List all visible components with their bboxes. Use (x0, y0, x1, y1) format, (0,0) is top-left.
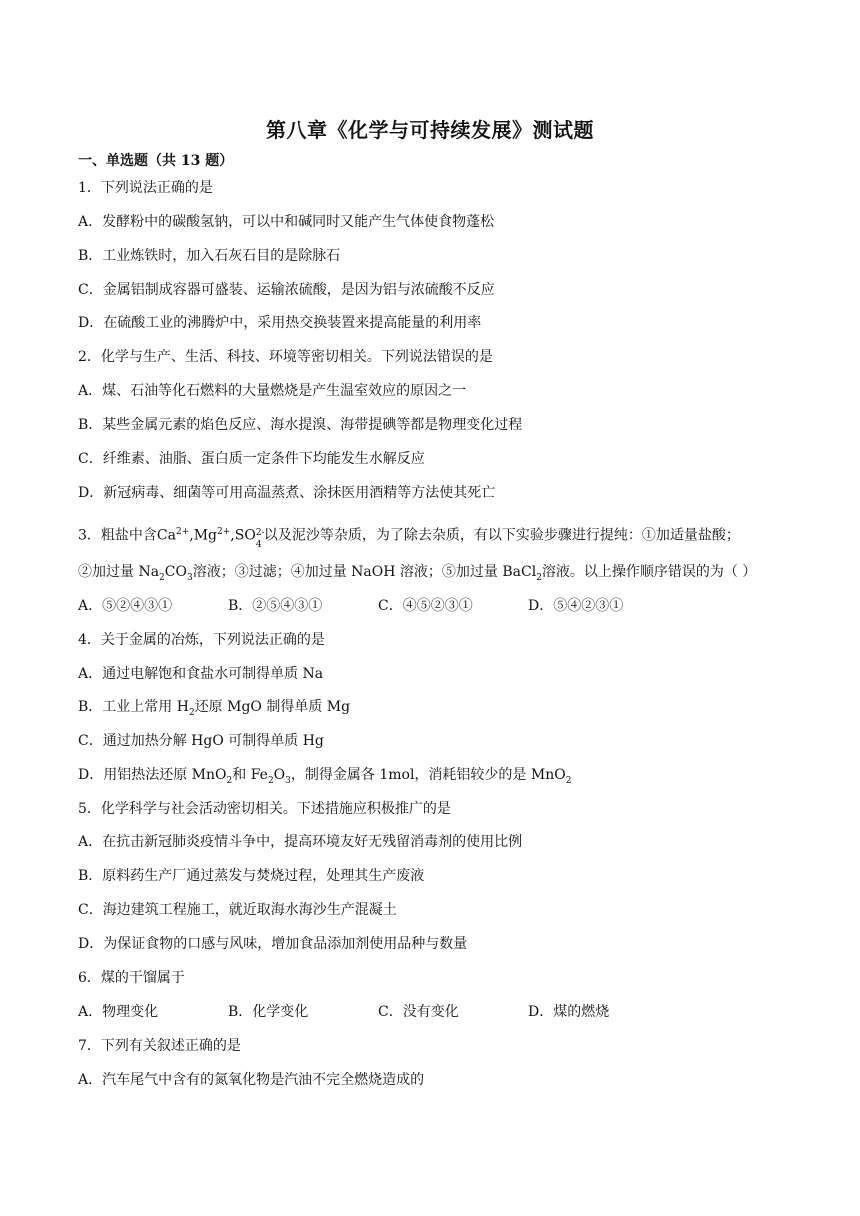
question-6-stem: 6．煤的干馏属于 (78, 970, 185, 986)
q4b-sub: 2 (188, 707, 195, 718)
q3-stem-rest: 以及泥沙等杂质，为了除去杂质，有以下实验步骤进行提纯：①加适量盐酸； (263, 527, 740, 544)
q3-sub: 2 (536, 572, 542, 583)
question-1-option-d: D．在硫酸工业的沸腾炉中，采用热交换装置来提高能量的利用率 (78, 315, 482, 331)
q3-ion-ca: Ca (156, 527, 176, 544)
question-5-option-d: D．为保证食物的口感与风味，增加食品添加剂使用品种与数量 (78, 936, 468, 952)
question-3-options (78, 596, 678, 616)
question-4-option-b (78, 697, 350, 723)
q4d-sub: 2 (226, 775, 233, 786)
q3-ion-so-subscript: 4 (255, 539, 262, 550)
question-6-option-c: C．没有变化 (378, 1004, 459, 1020)
q3-ion-mg: ,Mg (189, 527, 218, 544)
question-4-stem: 4．关于金属的冶炼，下列说法正确的是 (78, 632, 325, 648)
q4d-part: O (273, 767, 286, 783)
question-3-option-b: B．②⑤④③① (228, 598, 323, 614)
q3-line2-part: 溶液。以上操作顺序错误的为（ ） (541, 564, 757, 580)
q4b-part: 还原 MgO 制得单质 Mg (194, 699, 351, 715)
q3-stem-part: 3．粗盐中含 (78, 527, 157, 544)
question-3-option-c: C．④⑤②③① (378, 598, 473, 614)
q3-ion-so-charge: 2- (255, 527, 265, 538)
question-1-option-c: C．金属铝制成容器可盛装、运输浓硫酸，是因为铝与浓硫酸不反应 (78, 282, 495, 298)
q3-sub: 2 (159, 572, 165, 583)
q4b-part: B．工业上常用 H (78, 699, 189, 715)
q3-line2-part: CO (164, 564, 187, 580)
document-page (78, 0, 798, 1216)
q3-ion-so: ,SO (230, 527, 256, 544)
q4d-sub: 3 (285, 775, 291, 786)
q3-ion-mg-charge: 2+ (217, 527, 231, 537)
q3-sub: 3 (186, 572, 193, 583)
q4d-sub: 2 (267, 775, 274, 786)
q4d-part: 和 Fe (232, 767, 268, 783)
question-6-options (78, 1002, 678, 1022)
q4d-sub: 2 (565, 775, 572, 786)
question-3-option-d: D．⑤④②③① (528, 598, 624, 614)
q3-line2-part: ②加过量 Na (78, 564, 160, 580)
question-6-option-d: D．煤的燃烧 (528, 1004, 610, 1020)
question-3-stem-line2 (78, 562, 756, 588)
question-6-option-a: A．物理变化 (78, 1004, 159, 1020)
question-2-option-d: D．新冠病毒、细菌等可用高温蒸煮、涂抹医用酒精等方法使其死亡 (78, 485, 496, 501)
question-1-option-b: B．工业炼铁时，加入石灰石目的是除脉石 (78, 248, 341, 264)
question-5-option-a: A．在抗击新冠肺炎疫情斗争中，提高环境友好无残留消毒剂的使用比例 (78, 834, 523, 850)
question-2-stem: 2．化学与生产、生活、科技、环境等密切相关。下列说法错误的是 (78, 349, 493, 365)
q4d-part: ，制得金属各 1mol，消耗铝较少的是 MnO (290, 767, 566, 783)
section-heading: 一、单选题（共 13 题） (78, 153, 234, 169)
question-5-stem: 5．化学科学与社会活动密切相关。下述措施应积极推广的是 (78, 801, 451, 817)
question-2-option-c: C．纤维素、油脂、蛋白质一定条件下均能发生水解反应 (78, 451, 425, 467)
question-5-option-c: C．海边建筑工程施工，就近取海水海沙生产混凝土 (78, 902, 397, 918)
question-3-option-a: A．⑤②④③① (78, 598, 173, 614)
question-4-option-d (78, 765, 571, 791)
question-1-stem: 1．下列说法正确的是 (78, 180, 213, 196)
q3-line2-part: 溶液；③过滤；④加过量 NaOH 溶液；⑤加过量 BaCl (192, 564, 537, 580)
page-title: 第八章《化学与可持续发展》测试题 (266, 118, 594, 142)
q3-ion-so-script (255, 527, 265, 550)
question-7-option-a: A．汽车尾气中含有的氮氧化物是汽油不完全燃烧造成的 (78, 1072, 425, 1088)
question-3-stem (78, 522, 740, 550)
question-7-stem: 7．下列有关叙述正确的是 (78, 1038, 241, 1054)
question-4-option-a: A．通过电解饱和食盐水可制得单质 Na (78, 666, 324, 682)
q3-ion-ca-charge: 2+ (175, 527, 190, 537)
question-1-option-a: A．发酵粉中的碳酸氢钠，可以中和碱同时又能产生气体使食物蓬松 (78, 214, 495, 230)
question-5-option-b: B．原料药生产厂通过蒸发与焚烧过程，处理其生产废液 (78, 868, 425, 884)
question-2-option-b: B．某些金属元素的焰色反应、海水提溴、海带提碘等都是物理变化过程 (78, 417, 523, 433)
question-4-option-c: C．通过加热分解 HgO 可制得单质 Hg (78, 733, 324, 749)
question-6-option-b: B．化学变化 (228, 1004, 309, 1020)
q4d-part: D．用铝热法还原 MnO (78, 767, 227, 783)
question-2-option-a: A．煤、石油等化石燃料的大量燃烧是产生温室效应的原因之一 (78, 383, 467, 399)
